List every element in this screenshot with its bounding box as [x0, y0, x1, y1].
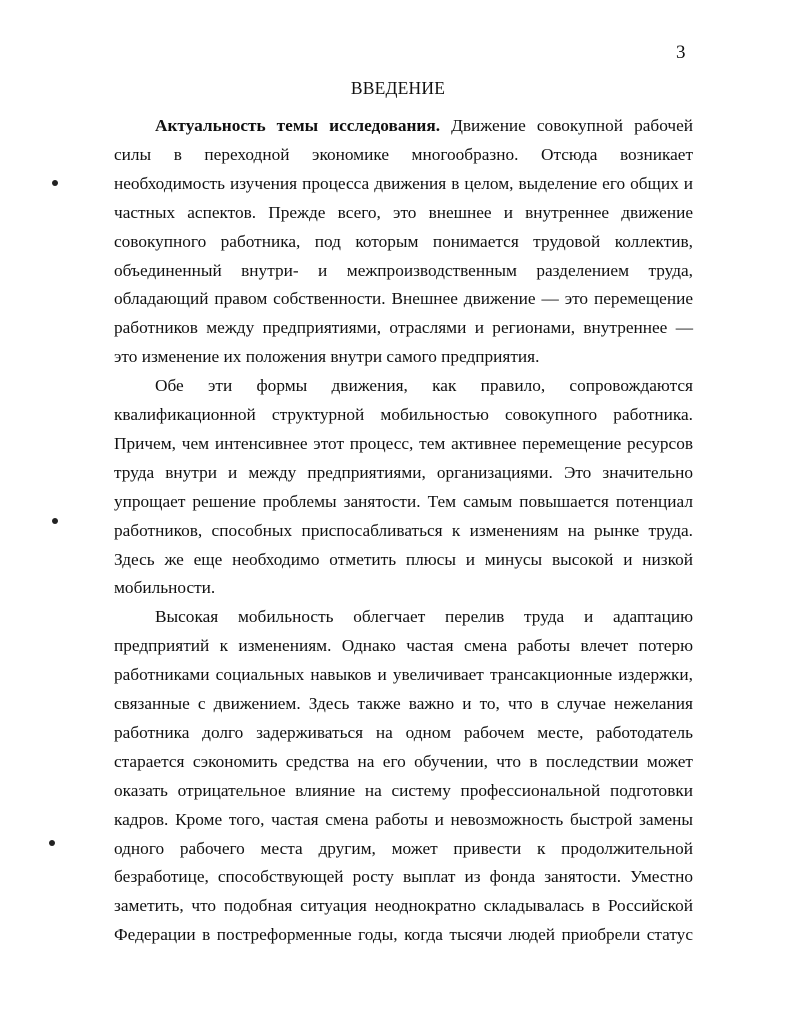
text-line: работников между предприятиями, отраслями и регионами, внутреннее —	[114, 318, 693, 338]
text-line	[155, 111, 693, 140]
text-line: Здесь же еще необходимо отметить плюсы и минусы высокой и низкой	[114, 549, 693, 569]
text-line: силы в переходной экономике многообразно. Отсюда возникает	[114, 144, 693, 164]
text-line: мобильности.	[114, 578, 216, 598]
text-line: частных аспектов. Прежде всего, это внешнее и внутреннее движение	[114, 202, 693, 222]
text-line: старается сэкономить средства на его обучении, что в последствии может	[114, 751, 693, 771]
text-line: Высокая мобильность облегчает перелив труда и адаптацию	[155, 607, 693, 627]
text-line: работников, способных приспосабливаться к изменениям на рынке труда.	[114, 520, 693, 540]
text-line: обладающий правом собственности. Внешнее движение — это перемещение	[114, 289, 693, 309]
text-line: упрощает решение проблемы занятости. Тем самым повышается потенциал	[114, 491, 693, 511]
text-line: это изменение их положения внутри самого предприятия.	[114, 347, 540, 367]
section-title: ВВЕДЕНИЕ	[350, 78, 446, 98]
text-line: оказать отрицательное влияние на систему профессиональной подготовки	[114, 780, 693, 800]
text-line: необходимость изучения процесса движения в целом, выделение его общих и	[114, 173, 693, 193]
text-line: квалификационной структурной мобильностью совокупного работника.	[114, 405, 693, 424]
text-line: Федерации в постреформенные годы, когда тысячи людей приобрели статус	[114, 925, 693, 945]
text-line: работника долго задерживаться на одном рабочем месте, работодатель	[114, 722, 693, 742]
text-line: Обе эти формы движения, как правило, сопровождаются	[155, 376, 693, 396]
text-line: одного рабочего места другим, может привести к продолжительной	[114, 838, 693, 858]
margin-mark	[52, 180, 58, 186]
text-line: безработице, способствующей росту выплат из фонда занятости. Уместно	[114, 867, 693, 887]
text-line: работниками социальных навыков и увеличивает трансакционные издержки,	[114, 665, 693, 685]
text-line: совокупного работника, под которым понимается трудовой коллектив,	[114, 231, 693, 251]
text-line: заметить, что подобная ситуация неоднократно складывалась в Российской	[114, 896, 693, 916]
margin-mark	[49, 840, 55, 846]
text-line: труда внутри и между предприятиями, организациями. Это значительно	[114, 462, 693, 482]
text-line: связанные с движением. Здесь также важно и то, что в случае нежелания	[114, 694, 693, 713]
line-text: Движение совокупной рабочей	[440, 116, 693, 135]
text-line: кадров. Кроме того, частая смена работы и невозможность быстрой замены	[114, 809, 693, 829]
text-line: Причем, чем интенсивнее этот процесс, тем активнее перемещение ресурсов	[114, 433, 693, 453]
margin-mark	[52, 518, 58, 524]
lead-bold-text: Актуальность темы исследования.	[155, 116, 441, 135]
text-line: предприятий к изменениям. Однако частая смена работы влечет потерю	[114, 636, 693, 656]
text-line: объединенный внутри- и межпроизводственным разделением труда,	[114, 260, 693, 280]
page-number: 3	[676, 42, 686, 63]
